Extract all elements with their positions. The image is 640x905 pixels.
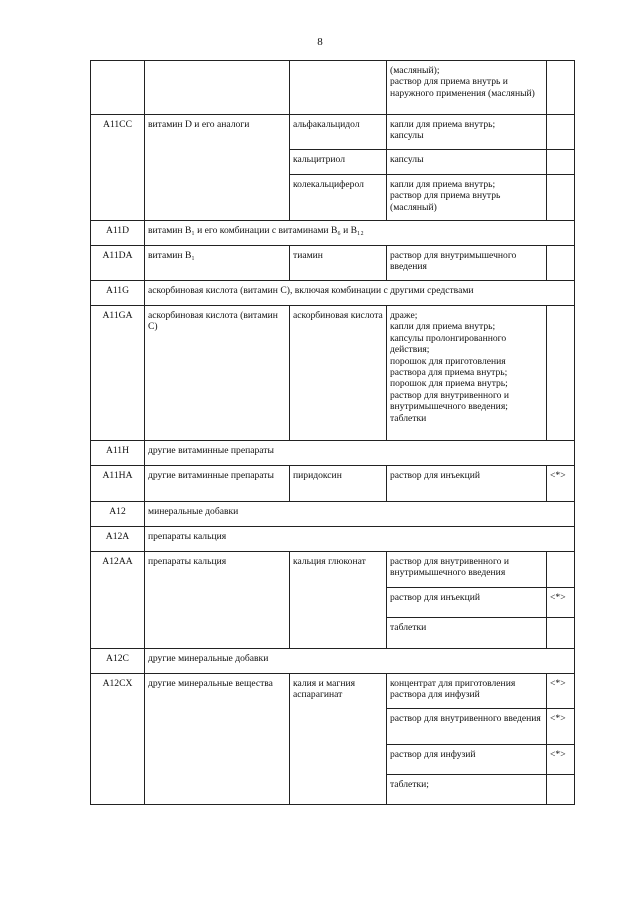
dosage-forms-cell	[387, 246, 547, 281]
dosage-form-line: раствор для приема внутрь (масляный)	[390, 190, 501, 213]
atc-code-cell: A12AA	[91, 552, 145, 649]
dosage-form-line: раствор для приема внутрь и наружного применения (масляный)	[390, 76, 535, 99]
dosage-forms-cell	[387, 150, 547, 175]
table-row	[91, 466, 575, 502]
table-row	[91, 441, 575, 466]
table-row	[91, 61, 575, 115]
table-row	[91, 649, 575, 674]
substance-cell: кальцитриол	[290, 150, 387, 175]
dosage-forms-cell	[387, 745, 547, 775]
table-row	[91, 115, 575, 150]
group-title-cell: другие минеральные добавки	[145, 649, 575, 674]
substance-cell: колекальциферол	[290, 175, 387, 221]
dosage-form-line: (масляный);	[390, 65, 440, 76]
atc-code-cell: A11HA	[91, 466, 145, 502]
dosage-forms-cell	[387, 306, 547, 441]
group-name-cell: витамин B₁	[145, 246, 290, 281]
dosage-form-line: капсулы	[390, 130, 424, 142]
group-name-cell: другие витаминные препараты	[145, 466, 290, 502]
dosage-form-line: таблетки	[390, 412, 427, 424]
group-name-cell: аскорбиновая кислота (витамин C)	[145, 306, 290, 441]
atc-code-cell: A12	[91, 502, 145, 527]
substance-cell: тиамин	[290, 246, 387, 281]
dosage-forms-cell	[387, 618, 547, 649]
atc-code-cell: A11D	[91, 221, 145, 246]
dosage-form-line: капли для приема внутрь;	[390, 321, 496, 333]
dosage-forms-cell	[387, 466, 547, 502]
dosage-forms-cell	[387, 588, 547, 618]
dosage-forms-cell	[387, 709, 547, 745]
note-cell	[547, 246, 575, 281]
atc-code-cell: A11DA	[91, 246, 145, 281]
note-cell	[547, 775, 575, 805]
dosage-form-line: порошок для приготовления раствора для приема внутрь;	[390, 355, 508, 379]
page-number: 8	[317, 36, 323, 48]
atc-code-cell: A12A	[91, 527, 145, 552]
atc-code-cell: A12CX	[91, 674, 145, 805]
group-title-cell: витамин B₁ и его комбинации с витаминами B₆ и B₁₂	[145, 221, 575, 246]
group-title-cell: минеральные добавки	[145, 502, 575, 527]
table-row	[91, 281, 575, 306]
dosage-form-line: таблетки	[390, 622, 427, 633]
dosage-form-line: капсулы	[390, 154, 424, 165]
atc-code-cell: A11G	[91, 281, 145, 306]
dosage-forms-cell	[387, 175, 547, 221]
atc-code-cell	[91, 61, 145, 115]
note-cell	[547, 618, 575, 649]
note-cell	[547, 552, 575, 588]
substance-cell: аскорбиновая кислота	[290, 306, 387, 441]
table-row	[91, 306, 575, 441]
table-row	[91, 674, 575, 709]
note-cell	[547, 61, 575, 115]
substance-cell: пиридоксин	[290, 466, 387, 502]
dosage-form-line: раствор для инъекций	[390, 592, 480, 603]
group-title-cell: аскорбиновая кислота (витамин C), включая комбинации с другими средствами	[145, 281, 575, 306]
note-cell	[547, 306, 575, 441]
substance-cell: альфакальцидол	[290, 115, 387, 150]
drug-list-table	[90, 60, 575, 805]
dosage-forms-cell	[387, 674, 547, 709]
note-cell: <*>	[547, 745, 575, 775]
dosage-form-line: раствор для внутривенного введения	[390, 713, 541, 724]
note-cell: <*>	[547, 466, 575, 502]
substance-cell: калия и магния аспарагинат	[290, 674, 387, 805]
table-row	[91, 246, 575, 281]
dosage-form-line: порошок для приема внутрь;	[390, 378, 508, 390]
dosage-form-line: раствор для внутривенного и внутримышечного введения;	[390, 389, 509, 413]
dosage-forms-cell	[387, 552, 547, 588]
group-name-cell: препараты кальция	[145, 552, 290, 649]
dosage-form-line: капли для приема внутрь;	[390, 179, 496, 190]
atc-code-cell: A11GA	[91, 306, 145, 441]
group-name-cell: другие минеральные вещества	[145, 674, 290, 805]
dosage-form-line: раствор для внутривенного и внутримышечного введения	[390, 556, 509, 579]
dosage-form-line: капли для приема внутрь;	[390, 119, 496, 130]
table-row	[91, 552, 575, 588]
table-row	[91, 221, 575, 246]
dosage-form-line: раствор для инфузий	[390, 749, 476, 760]
note-cell: <*>	[547, 674, 575, 709]
table-row	[91, 502, 575, 527]
group-name-cell: витамин D и его аналоги	[145, 115, 290, 221]
atc-code-cell: A11CC	[91, 115, 145, 221]
dosage-forms-cell	[387, 115, 547, 150]
note-cell: <*>	[547, 709, 575, 745]
dosage-form-line: драже;	[390, 310, 418, 321]
dosage-form-line: таблетки;	[390, 779, 429, 790]
dosage-form-line: раствор для инъекций	[390, 470, 480, 481]
note-cell	[547, 150, 575, 175]
dosage-form-line: раствор для внутримышечного введения	[390, 250, 517, 273]
note-cell	[547, 115, 575, 150]
group-title-cell: препараты кальция	[145, 527, 575, 552]
group-name-cell	[145, 61, 290, 115]
atc-code-cell: A12C	[91, 649, 145, 674]
dosage-form-line: концентрат для приготовления раствора для инфузий	[390, 678, 516, 701]
atc-code-cell: A11H	[91, 441, 145, 466]
note-cell	[547, 175, 575, 221]
dosage-form-line: капсулы пролонгированного действия;	[390, 332, 507, 356]
note-cell: <*>	[547, 588, 575, 618]
group-title-cell: другие витаминные препараты	[145, 441, 575, 466]
substance-cell: кальция глюконат	[290, 552, 387, 649]
dosage-forms-cell	[387, 775, 547, 805]
dosage-forms-cell	[387, 61, 547, 115]
table-row	[91, 527, 575, 552]
substance-cell	[290, 61, 387, 115]
